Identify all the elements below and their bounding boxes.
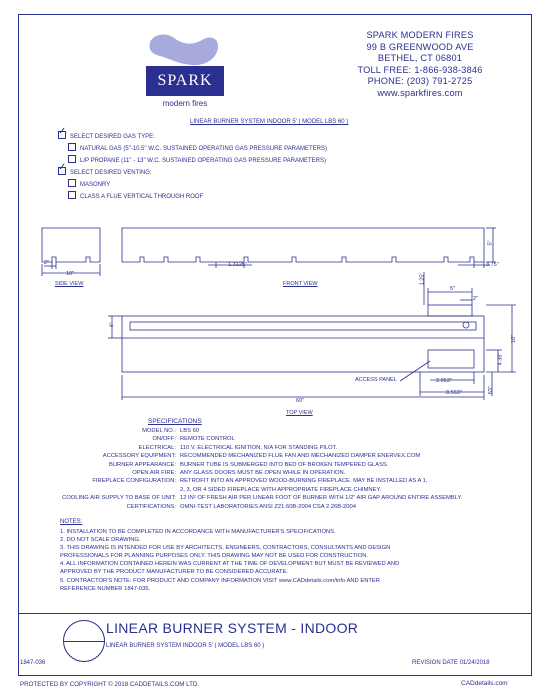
spec-row: ELECTRICAL: 110 V. ELECTRICAL IGNITION, N/A FOR STANDING PILOT. — [138, 444, 338, 451]
spec-row: MODEL NO.: LBS 60 — [142, 428, 200, 434]
gas-type-option[interactable]: ✓SELECT DESIRED GAS TYPE: — [58, 131, 327, 143]
spec-row: BURNER APPEARANCE: BURNER TUBE IS SUBMERGED INTO BED OF BROKEN TEMPERED GLASS. — [108, 461, 389, 468]
phone: PHONE: (203) 791-2725 — [367, 76, 473, 87]
notes-title: NOTES: — [60, 519, 83, 525]
note-line: REFERENCE NUMBER 1847-036. — [60, 585, 151, 592]
front-view-label: FRONT VIEW — [283, 281, 318, 287]
specifications-title: SPECIFICATIONS — [148, 418, 202, 425]
spec-row: ACCESSORY EQUIPMENT: RECOMMENDED MECHANIZED FLUE FAN AND MECHANIZED DAMPER ENERVEX.COM — [102, 453, 421, 460]
dim-top-panel-small: .63" — [487, 386, 494, 396]
note-line: PROFESSIONALS FOR PLANNING PURPOSES ONLY. THIS DRAWING MAY NOT BE USED FOR CONSTRUCTION. — [60, 553, 369, 560]
spec-row: OPEN AIR FIRE: ANY GLASS DOORS MUST BE OPEN WHILE IN OPERATION. — [132, 469, 346, 476]
company-name: SPARK MODERN FIRES — [366, 30, 474, 40]
top-view-label: TOP VIEW — [286, 410, 313, 416]
revision-date: REVISION DATE 01/24/2018 — [412, 660, 490, 666]
header-title: LINEAR BURNER SYSTEM INDOOR 5' ( MODEL LBS 60 ) — [190, 119, 349, 125]
dim-top-panel-width: 2.063" — [436, 378, 452, 384]
dim-top-left-height: 4" — [109, 322, 116, 328]
dim-top-panel-offset: 8.563" — [446, 390, 462, 396]
note-line: 4. ALL INFORMATION CONTAINED HEREIN WAS CURRENT AT THE TIME OF DEVELOPMENT BUT MUST BE REVIEWED AND — [60, 561, 400, 568]
website: www.sparkfires.com — [377, 87, 463, 98]
dim-side-notch: 2" — [44, 260, 50, 266]
dim-top-total-height: 10" — [511, 334, 518, 344]
dim-front-height: 5" — [487, 240, 494, 246]
note-line: 3. THIS DRAWING IS INTENDED FOR USE BY ARCHITECTS, ENGINEERS, CONTRACTORS, CONSULTANTS AND DESIGN — [60, 545, 391, 552]
spec-row: 2, 3, OR 4 SIDED FIREPLACE WITH APPROPRIATE FIREPLACE CHIMNEY. — [180, 486, 382, 493]
access-panel-label: ACCESS PANEL — [355, 377, 397, 383]
notes-list — [60, 528, 490, 593]
toll-free: TOLL FREE: 1-866-938-3846 — [357, 64, 483, 75]
masonry-option[interactable]: MASONRY — [68, 179, 327, 191]
spec-row: CERTIFICATIONS: OMNI-TEST LABORATORIES ANSI Z21.60B-2004 CSA 2.26B-2004 — [126, 503, 356, 510]
address-line-1: 99 B GREENWOOD AVE — [366, 41, 474, 52]
spec-row: COOLING AIR SUPPLY TO BASE OF UNIT: 12 IN² OF FRESH AIR PER LINEAR FOOT OF BURNER WITH 1/2" AIR GAP AROUND ENTIRE ASSEMBLY. — [62, 495, 463, 502]
logo-subtitle: modern fires — [162, 99, 208, 108]
class-a-option[interactable]: CLASS A FLUE VERTICAL THROUGH ROOF — [68, 191, 327, 203]
drawing-number: 1847-036 — [20, 660, 46, 666]
note-line: APPROVED BY THE PRODUCT MANUFACTURER TO BE CONSIDERED ACCURATE. — [60, 569, 289, 576]
venting-option[interactable]: ✓SELECT DESIRED VENTING: — [58, 167, 327, 179]
dim-top-panel-height: 4.38" — [497, 352, 504, 366]
dim-side-width: 10" — [66, 271, 75, 277]
dim-front-end: 3.75" — [486, 262, 499, 268]
side-view-shape — [42, 228, 100, 262]
note-line: 1. INSTALLATION TO BE COMPLETED IN ACCORDANCE WITH MANUFACTURER'S SPECIFICATIONS. — [60, 529, 336, 535]
address-line-2: BETHEL, CT 06801 — [377, 53, 463, 64]
dim-top-length: 60" — [296, 398, 305, 404]
logo-word: SPARK — [146, 66, 224, 96]
detail-symbol-icon — [63, 620, 105, 662]
spec-row: ON/OFF: REMOTE CONTROL — [152, 436, 235, 443]
dim-front-spacing: 1.3125" — [228, 262, 247, 268]
front-view-shape — [122, 228, 484, 262]
gas-inlet-icon — [463, 322, 469, 328]
dim-top-tab-width: 5" — [450, 286, 456, 292]
note-line: 5. CONTRACTOR'S NOTE: FOR PRODUCT AND COMPANY INFORMATION VISIT www.CADdetails.com/info AND ENTER — [60, 577, 380, 584]
side-view-label: SIDE VIEW — [55, 281, 84, 287]
lp-propane-option[interactable]: L/P PROPANE (11" - 13" W.C. SUSTAINED OPERATING GAS PRESSURE PARAMETERS) — [68, 155, 327, 167]
burner-tube — [130, 322, 476, 330]
natural-gas-option[interactable]: NATURAL GAS (5"-10.5" W.C. SUSTAINED OPERATING GAS PRESSURE PARAMETERS) — [68, 143, 327, 155]
spec-row: FIREPLACE CONFIGURATION: RETROFIT INTO AN APPROVED WOOD-BURNING FIREPLACE. MAY BE INSTALLED AS A 1, — [92, 478, 428, 485]
access-panel — [428, 350, 474, 368]
dim-top-tab-width-2: 2" — [473, 296, 479, 302]
drawing-subtitle: LINEAR BURNER SYSTEM INDOOR 5' ( MODEL LBS 60 ) — [106, 643, 265, 649]
specifications-table — [0, 427, 550, 511]
note-line: 2. DO NOT SCALE DRAWING. — [60, 537, 141, 544]
top-tab — [428, 305, 472, 316]
drawing-title: LINEAR BURNER SYSTEM - INDOOR — [106, 620, 359, 636]
copyright: PROTECTED BY COPYRIGHT © 2018 CADDETAILS.COM LTD. — [20, 681, 200, 688]
top-view-outer — [122, 316, 484, 372]
caddetails-link[interactable]: CADdetails.com — [461, 680, 508, 687]
dim-top-tab: 1.25" — [419, 272, 426, 286]
